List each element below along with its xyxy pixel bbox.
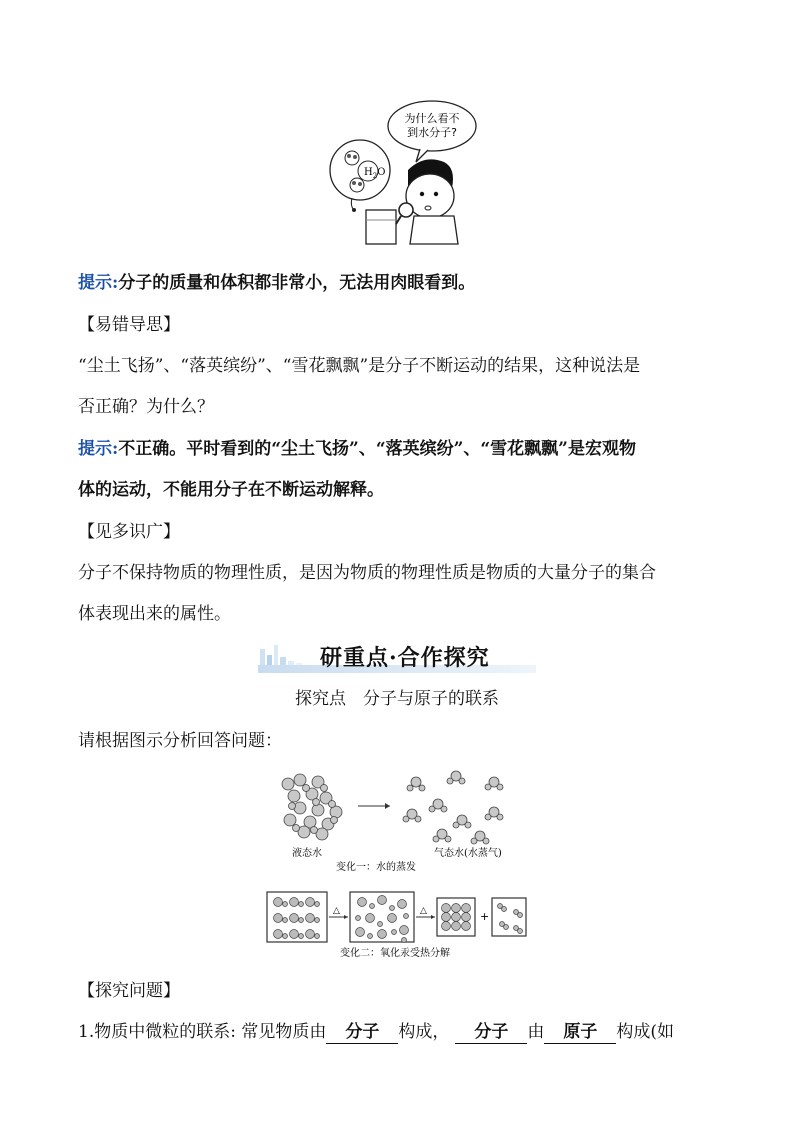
hint1-paragraph	[78, 272, 475, 294]
change2-caption: 变化二：氧化汞受热分解	[340, 948, 450, 959]
section-banner	[258, 637, 536, 675]
liquid-water-molecules	[282, 774, 342, 840]
question1-paragraph	[78, 1021, 674, 1044]
boy-magnifier-illustration	[328, 98, 478, 248]
hint2-line2: 体的运动，不能用分子在不断运动解释。	[78, 480, 384, 500]
q1-blank3: 原子	[544, 1021, 616, 1044]
plus-sign: +	[480, 910, 490, 923]
change1-caption: 变化一：水的蒸发	[336, 862, 416, 873]
heat-symbol-2: △	[420, 906, 427, 916]
q1-blank1: 分子	[326, 1021, 398, 1044]
gas-water-label: 气态水(水蒸气)	[434, 848, 502, 859]
q1-mid2: 由	[527, 1022, 545, 1042]
q1-suffix: 构成(如	[616, 1022, 674, 1042]
q1-blank2: 分子	[455, 1021, 527, 1044]
section-title-error-guide: 【易错导思】	[78, 315, 180, 335]
speech-bubble-line2: 到水分子?	[407, 126, 457, 139]
speech-bubble-line1: 为什么看不	[404, 112, 460, 125]
q1-prefix: 1.物质中微粒的联系: 常见物质由	[78, 1022, 327, 1042]
hint2-line1: 不正确。平时看到的“尘土飞扬”、“落英缤纷”、“雪花飘飘”是宏观物	[118, 439, 636, 459]
liquid-water-label: 液态水	[292, 848, 322, 859]
section-title-broad-knowledge: 【见多识广】	[78, 522, 180, 542]
broad-text-line1: 分子不保持物质的物理性质，是因为物质的物理性质是物质的大量分子的集合	[78, 563, 656, 583]
q1-mid1: 构成，	[398, 1022, 450, 1042]
banner-title: 研重点·合作探究	[320, 645, 490, 671]
question-line2: 否正确？为什么？	[78, 397, 214, 417]
hint2-label: 提示:	[78, 439, 119, 459]
magnifier-icon	[399, 203, 413, 217]
hint1-label: 提示:	[78, 273, 119, 293]
explore-subtitle: 探究点 分子与原子的联系	[295, 689, 499, 709]
hint2-paragraph-line1	[78, 438, 636, 460]
h2o-formula: $H_2O$	[364, 167, 386, 180]
heat-symbol-1: △	[333, 906, 340, 916]
beaker	[366, 210, 396, 244]
water-vapor-molecules	[403, 771, 503, 844]
hint1-text: 分子的质量和体积都非常小，无法用肉眼看到。	[118, 273, 476, 293]
section-title-explore-questions: 【探究问题】	[78, 981, 180, 1001]
broad-text-line2: 体表现出来的属性。	[78, 604, 231, 624]
mercury-oxide-decomposition-diagram	[266, 888, 532, 962]
instruction-text: 请根据图示分析回答问题：	[78, 731, 282, 751]
water-evaporation-diagram	[266, 768, 530, 876]
question-line1: “尘土飞扬”、“落英缤纷”、“雪花飘飘”是分子不断运动的结果，这种说法是	[78, 356, 641, 376]
